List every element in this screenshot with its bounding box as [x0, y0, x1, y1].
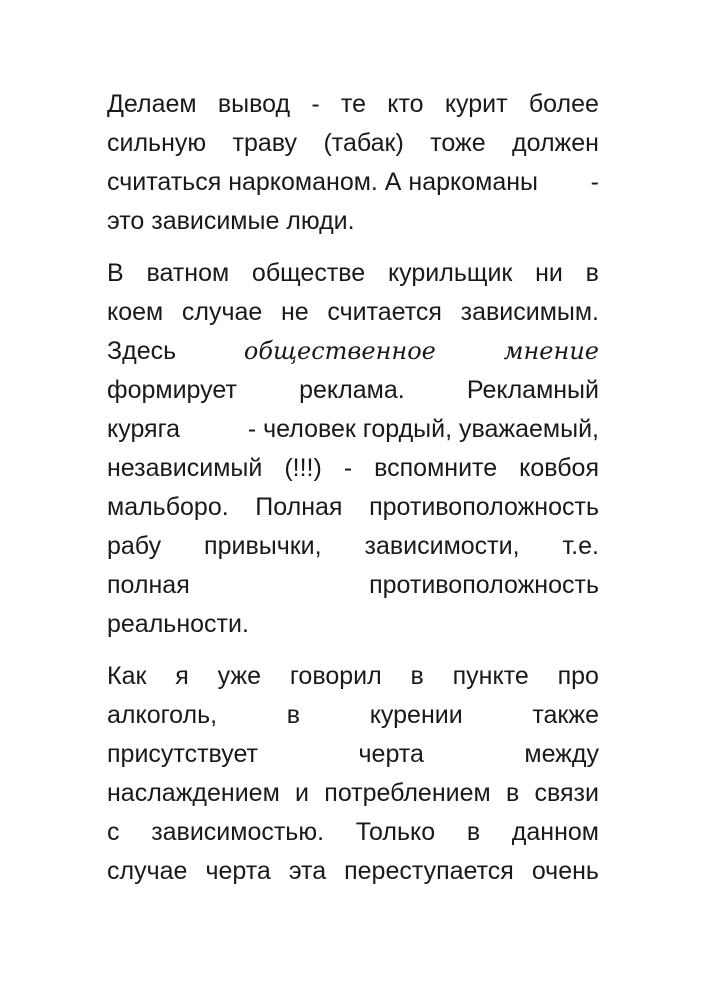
paragraph-3	[107, 657, 599, 891]
text-line	[107, 774, 599, 813]
word: обществе	[251, 259, 366, 287]
document-page	[107, 85, 599, 904]
word: и	[295, 779, 310, 807]
word: не	[280, 298, 309, 326]
word: Как	[107, 662, 147, 690]
word: Делаем	[107, 90, 197, 118]
text-line	[107, 85, 599, 124]
word: курильщик	[387, 259, 513, 287]
word: формирует	[107, 376, 237, 404]
text-line	[107, 410, 599, 449]
word: В	[107, 259, 124, 287]
text-line	[107, 332, 599, 371]
word: случае	[107, 857, 188, 885]
text-line	[107, 696, 599, 735]
word: потреблением	[324, 779, 491, 807]
word: коем	[107, 298, 164, 326]
word: -	[343, 454, 353, 482]
paragraph-1	[107, 85, 599, 241]
text-line	[107, 488, 599, 527]
word: противоположность	[369, 493, 599, 521]
text-line	[107, 449, 599, 488]
text-line	[107, 852, 599, 891]
word: наслаждением	[107, 779, 280, 807]
text-line	[107, 566, 599, 605]
text-line	[107, 293, 599, 332]
word: пункте	[452, 662, 529, 690]
word: также	[532, 701, 599, 729]
word: в	[286, 701, 301, 729]
word: тоже	[430, 129, 486, 157]
word: в	[466, 818, 481, 846]
word: считаться наркоманом. А наркоманы	[107, 168, 539, 196]
word: это зависимые люди.	[107, 207, 355, 235]
word: присутствует	[107, 740, 259, 768]
word: алкоголь,	[107, 701, 218, 729]
word: должен	[512, 129, 599, 157]
text-line	[107, 813, 599, 852]
word: связи	[534, 779, 599, 807]
word: переступается	[344, 857, 514, 885]
word: зависимости,	[364, 532, 520, 560]
word: вспомните	[374, 454, 498, 482]
word: ни	[535, 259, 563, 287]
word: сильную	[107, 129, 207, 157]
word: курит	[444, 90, 508, 118]
word: независимый	[107, 454, 263, 482]
word: ковбоя	[519, 454, 599, 482]
word: зависимостью.	[151, 818, 325, 846]
italic-word: общественное	[243, 337, 436, 365]
word: я	[175, 662, 189, 690]
word: эта	[288, 857, 327, 885]
word: черта	[205, 857, 271, 885]
word: кто	[387, 90, 424, 118]
word: мальборо.	[107, 493, 229, 521]
word: противоположность	[369, 571, 599, 599]
word: в	[410, 662, 424, 690]
word: про	[557, 662, 599, 690]
text-line	[107, 254, 599, 293]
word: - человек гордый, уважаемый,	[247, 415, 599, 443]
word: между	[524, 740, 599, 768]
paragraph-2	[107, 254, 599, 644]
text-line	[107, 657, 599, 696]
text-line	[107, 527, 599, 566]
word: (табак)	[323, 129, 404, 157]
word: Рекламный	[466, 376, 599, 404]
word: полная	[107, 571, 190, 599]
word: т.е.	[562, 532, 599, 560]
text-line	[107, 605, 599, 644]
word: данном	[511, 818, 599, 846]
text-line	[107, 735, 599, 774]
word: очень	[531, 857, 599, 885]
word: -	[311, 90, 320, 118]
word: Полная	[255, 493, 343, 521]
italic-word: мнение	[503, 337, 599, 365]
word: рабу	[107, 532, 162, 560]
word: говорил	[289, 662, 382, 690]
word: привычки,	[204, 532, 322, 560]
word: считается	[327, 298, 442, 326]
word: -	[590, 168, 599, 196]
word: с	[107, 818, 120, 846]
text-line	[107, 163, 599, 202]
word: Здесь	[107, 337, 177, 365]
word: в	[585, 259, 599, 287]
word: (!!!)	[284, 454, 322, 482]
word: реклама.	[299, 376, 405, 404]
word: траву	[232, 129, 298, 157]
word: более	[528, 90, 599, 118]
word: вывод	[217, 90, 291, 118]
word: уже	[217, 662, 262, 690]
word: те	[340, 90, 366, 118]
word: в	[505, 779, 520, 807]
word: черта	[358, 740, 424, 768]
word: случае	[181, 298, 263, 326]
text-line	[107, 371, 599, 410]
word: реальности.	[107, 610, 249, 638]
word: ватном	[146, 259, 230, 287]
text-line	[107, 202, 599, 241]
word: Только	[355, 818, 436, 846]
word: курении	[369, 701, 463, 729]
word: зависимым.	[460, 298, 599, 326]
text-line	[107, 124, 599, 163]
word: куряга	[107, 415, 181, 443]
